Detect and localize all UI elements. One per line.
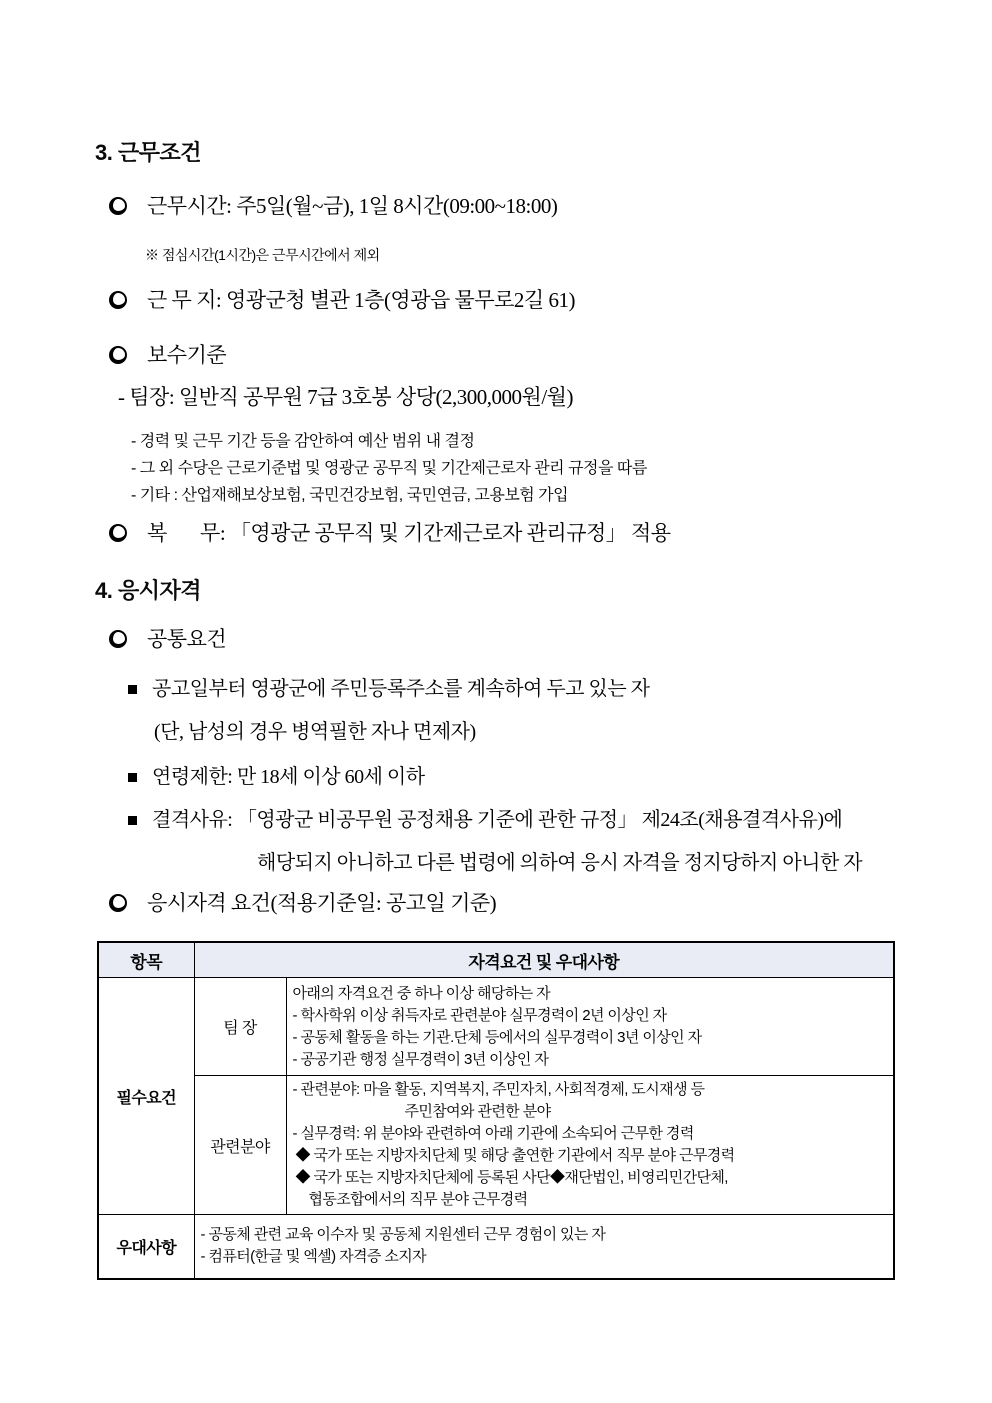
disqualification-line2: 해당되지 아니하고 다른 법령에 의하여 응시 자격을 정지당하지 아니한 자: [257, 852, 863, 874]
residency-line1: 공고일부터 영광군에 주민등록주소를 계속하여 두고 있는 자: [152, 678, 650, 700]
square-bullet-icon: [128, 773, 137, 782]
row-label-required: 필수요건: [98, 978, 194, 1215]
age-limit-text: 연령제한: 만 18세 이상 60세 이하: [152, 766, 425, 788]
section3-title: 3. 근무조건: [95, 140, 201, 165]
table-row-preferred: [98, 1215, 894, 1279]
table-row-team-leader: [98, 978, 894, 1076]
team-leader-requirements: [286, 978, 894, 1076]
table-line: - 실무경력: 위 분야와 관련하여 아래 기관에 소속되어 근무한 경력: [292, 1125, 694, 1142]
sub-label-related-field: 관련분야: [194, 1076, 286, 1215]
related-field-requirements: [286, 1076, 894, 1215]
square-bullet-icon: [128, 685, 137, 694]
disqualification-item: [128, 799, 992, 885]
table-line: 협동조합에서의 직무 분야 근무경력: [308, 1191, 528, 1208]
table-line: - 공동체 관련 교육 이수자 및 공동체 지원센터 근무 경험이 있는 자: [200, 1226, 606, 1244]
work-place-line: [109, 286, 992, 314]
work-hours-text: 근무시간: 주5일(월~금), 1일 8시간(09:00~18:00): [147, 194, 558, 218]
table-line: - 관련분야: 마을 활동, 지역복지, 주민자치, 사회적경제, 도시재생 등: [292, 1081, 705, 1098]
table-line: ◆ 국가 또는 지방자치단체에 등록된 사단◆재단법인, 비영리민간단체,: [295, 1169, 728, 1186]
requirements-title-text: 응시자격 요건(적용기준일: 공고일 기준): [147, 891, 497, 915]
duty-line: [109, 519, 992, 547]
table-line: 아래의 자격요건 중 하나 이상 해당하는 자: [292, 984, 551, 1002]
table-line: ◆ 국가 또는 지방자치단체 및 해당 출연한 기관에서 직무 분야 근무경력: [295, 1147, 735, 1164]
header-cell-item: 항목: [98, 942, 194, 978]
table-row-related-field: [98, 1076, 894, 1215]
pay-detail-line: - 그 외 수당은 근로기준법 및 영광군 공무직 및 기간제근로자 관리 규정을 따름: [131, 460, 647, 477]
sub-label-team-leader: 팀 장: [194, 978, 286, 1076]
requirements-title-line: [109, 889, 992, 917]
square-bullet-icon: [128, 816, 137, 825]
circle-bullet-icon: [109, 524, 127, 542]
preferred-items: [194, 1215, 894, 1279]
pay-team-leader-line: - 팀장: 일반직 공무원 7급 3호봉 상당(2,300,000원/월): [118, 385, 573, 409]
header-cell-requirements: 자격요건 및 우대사항: [194, 942, 894, 978]
row-label-preferred: 우대사항: [98, 1215, 194, 1279]
pay-title-text: 보수기준: [147, 343, 227, 367]
lunch-note: ※ 점심시간(1시간)은 근무시간에서 제외: [145, 247, 380, 263]
circle-bullet-icon: [109, 894, 127, 912]
section4-title: 4. 응시자격: [95, 578, 201, 603]
residency-text: [152, 668, 992, 754]
work-place-text: 근 무 지: 영광군청 별관 1층(영광읍 물무로2길 61): [147, 288, 575, 312]
circle-bullet-icon: [109, 291, 127, 309]
age-limit-item: [128, 756, 992, 799]
pay-detail-line: - 경력 및 근무 기간 등을 감안하여 예산 범위 내 결정: [131, 433, 475, 450]
table-line: - 컴퓨터(한글 및 엑셀) 자격증 소지자: [200, 1248, 426, 1266]
pay-details-list: [131, 428, 992, 509]
table-line: 주민참여와 관련한 분야: [404, 1103, 551, 1120]
qualification-table: [97, 941, 895, 1280]
disqualification-text: [152, 799, 992, 885]
duty-text: 복 무: 「영광군 공무직 및 기간제근로자 관리규정」 적용: [147, 521, 671, 545]
table-line: - 학사학위 이상 취득자로 관련분야 실무경력이 2년 이상인 자: [292, 1006, 667, 1024]
common-requirements-text: 공통요건: [147, 627, 227, 651]
common-requirements-line: [109, 625, 992, 653]
circle-bullet-icon: [109, 197, 127, 215]
table-line: - 공동체 활동을 하는 기관.단체 등에서의 실무경력이 3년 이상인 자: [292, 1028, 702, 1046]
table-line: - 공공기관 행정 실무경력이 3년 이상인 자: [292, 1050, 549, 1068]
residency-item: [128, 668, 992, 754]
pay-detail-line: - 기타 : 산업재해보상보험, 국민건강보험, 국민연금, 고용보험 가입: [131, 487, 569, 504]
table-header-row: [98, 942, 894, 978]
work-hours-line: [109, 192, 992, 220]
pay-title-line: [109, 341, 992, 369]
circle-bullet-icon: [109, 630, 127, 648]
residency-line2: (단, 남성의 경우 병역필한 자나 면제자): [154, 721, 476, 743]
circle-bullet-icon: [109, 346, 127, 364]
disqualification-line1: 결격사유: 「영광군 비공무원 공정채용 기준에 관한 규정」 제24조(채용결격사유)에: [152, 809, 843, 831]
